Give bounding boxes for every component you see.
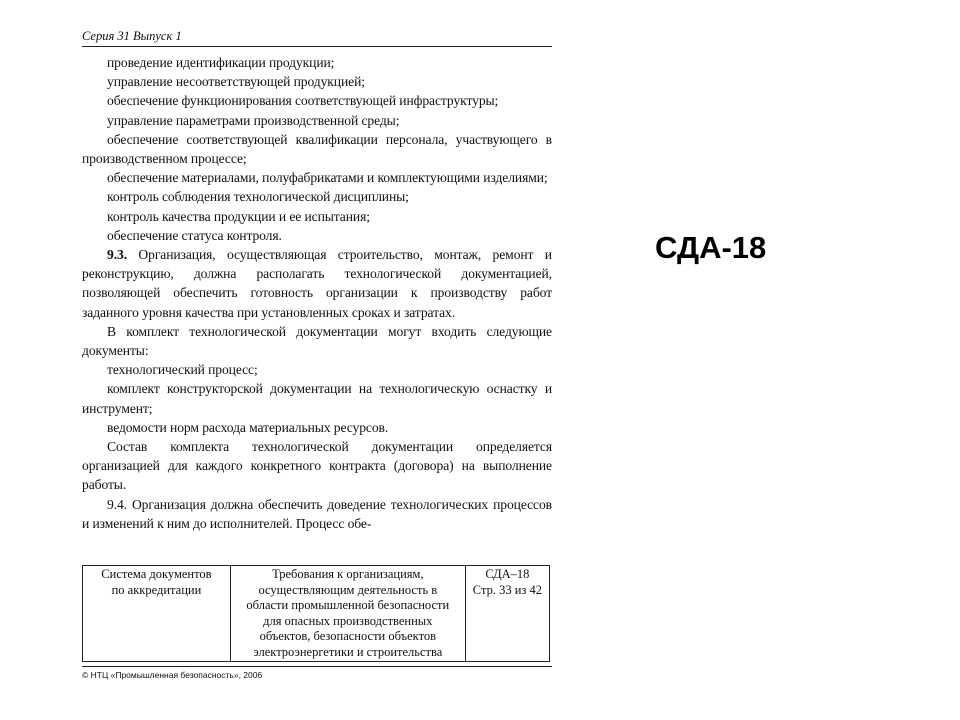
doc-title-line: для опасных производственных [263,613,433,628]
doc-system-cell [83,566,231,662]
document-page [82,28,552,688]
doc-item: комплект конструкторской документации на технологическую оснастку и инструмент; [82,381,552,416]
doc-title-line: объектов, безопасности объектов [259,629,437,643]
list-item: управление параметрами производственной среды; [107,112,400,128]
doc-system-line: Система документов [101,567,212,581]
side-label: СДА-18 [655,230,767,265]
doc-item: технологический процесс; [107,362,258,378]
doc-title-cell [230,566,465,662]
running-header: Серия 31 Выпуск 1 [82,28,552,47]
doc-item: ведомости норм расхода материальных ресурсов. [107,419,389,435]
page-number: Стр. 33 из 42 [472,582,542,597]
copyright: © НТЦ «Промышленная безопасность», 2006 [82,670,263,680]
paragraph-9-4-text: Организация должна обеспечить доведение технологических процессов и изменений к ним до исполнителей. Процесс обе- [82,496,552,531]
list-item: контроль соблюдения технологической дисциплины; [107,189,409,205]
doc-title-line: области промышленной безопасности [246,598,450,612]
doc-title-line: Требования к организациям, [272,567,424,581]
table-row [83,566,550,662]
paragraph-9-3 [82,245,552,322]
clause-number-9-4: 9.4. [107,496,127,512]
doc-title-line: осуществляющим деятельность в [258,582,438,597]
bottom-rule [82,666,552,667]
doc-title-line: электроэнергетики и строительства [253,644,443,659]
list-item: обеспечение соответствующей квалификации персонала, участвующего в производственном процессе; [82,131,552,167]
doc-code: СДА–18 [485,567,530,581]
paragraph-9-4 [82,495,552,533]
list-item: проведение идентификации продукции; [107,55,335,70]
paragraph-9-3-text: Организация, осуществляющая строительство, монтаж, ремонт и реконструкцию, должна располагать технологической документацией, позволяющей обеспечить готовность организации к производству работ заданного уровня качества при установленных сроках и затратах. [82,247,552,320]
footer-stamp-table [82,565,550,662]
clause-number-9-3: 9.3. [107,247,127,263]
complect-intro: В комплект технологической документации могут входить следующие документы: [82,323,552,359]
list-item: управление несоответствующей продукцией; [107,74,365,90]
composition-paragraph: Состав комплекта технологической документации определяется организацией для каждого конкретного контракта (договора) на выполнение работы. [82,439,552,493]
list-item: контроль качества продукции и ее испытания; [107,208,370,224]
body-text [82,53,552,533]
list-item: обеспечение функционирования соответствующей инфраструктуры; [107,93,499,109]
doc-code-cell [465,566,549,662]
list-item: обеспечение материалами, полуфабрикатами и комплектующими изделиями; [107,170,548,186]
doc-system-line: по аккредитации [111,582,202,597]
list-item: обеспечение статуса контроля. [107,227,282,243]
